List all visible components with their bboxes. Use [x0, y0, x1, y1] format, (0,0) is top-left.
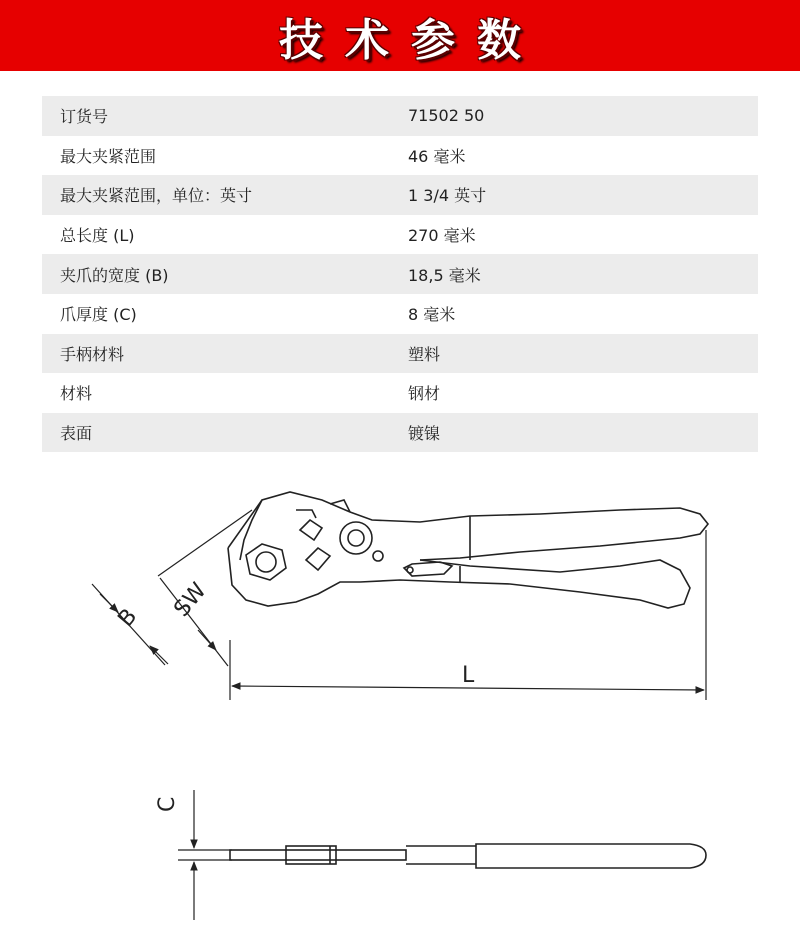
- length-label: L: [462, 663, 475, 688]
- spec-label: 最大夹紧范围: [60, 146, 157, 166]
- plier-top-view-drawing: [0, 770, 800, 944]
- width-label: B: [113, 604, 143, 632]
- plier-side-view-drawing: [0, 470, 800, 730]
- spec-label: 材料: [60, 384, 93, 404]
- table-row: [42, 136, 758, 176]
- spec-value: 镀镍: [408, 424, 441, 444]
- spec-value: 71502 50: [408, 106, 485, 126]
- spec-label: 订货号: [60, 107, 109, 127]
- spec-value: 270 毫米: [408, 226, 476, 246]
- spec-value: 1 3/4 英寸: [408, 186, 487, 206]
- spec-value: 46 毫米: [408, 146, 466, 166]
- table-row: [42, 373, 758, 413]
- table-row: [42, 334, 758, 374]
- table-row: [42, 215, 758, 255]
- thickness-label: C: [155, 796, 180, 812]
- spec-label: 夹爪的宽度 (B): [60, 265, 169, 285]
- spec-value: 塑料: [408, 344, 441, 364]
- table-row: [42, 175, 758, 215]
- spec-label: 总长度 (L): [60, 226, 135, 246]
- thickness-dimension: [178, 790, 232, 920]
- spec-value: 18,5 毫米: [408, 265, 481, 285]
- table-row: [42, 96, 758, 136]
- width-dimension: [92, 510, 252, 666]
- spec-label: 手柄材料: [60, 344, 125, 364]
- spec-value: 8 毫米: [408, 305, 456, 325]
- table-row: [42, 413, 758, 453]
- spec-label: 爪厚度 (C): [60, 305, 137, 325]
- wrench-size-label: SW: [169, 578, 212, 622]
- spec-label: 表面: [60, 424, 93, 444]
- page-title: 技术参数: [279, 14, 543, 66]
- spec-label: 最大夹紧范围，单位：英寸: [60, 186, 253, 206]
- plier-outline: [228, 492, 708, 608]
- plier-top-outline: [230, 844, 706, 868]
- table-row: [42, 254, 758, 294]
- spec-table: [42, 96, 758, 452]
- spec-value: 钢材: [408, 384, 441, 404]
- title-banner: [0, 0, 800, 71]
- table-row: [42, 294, 758, 334]
